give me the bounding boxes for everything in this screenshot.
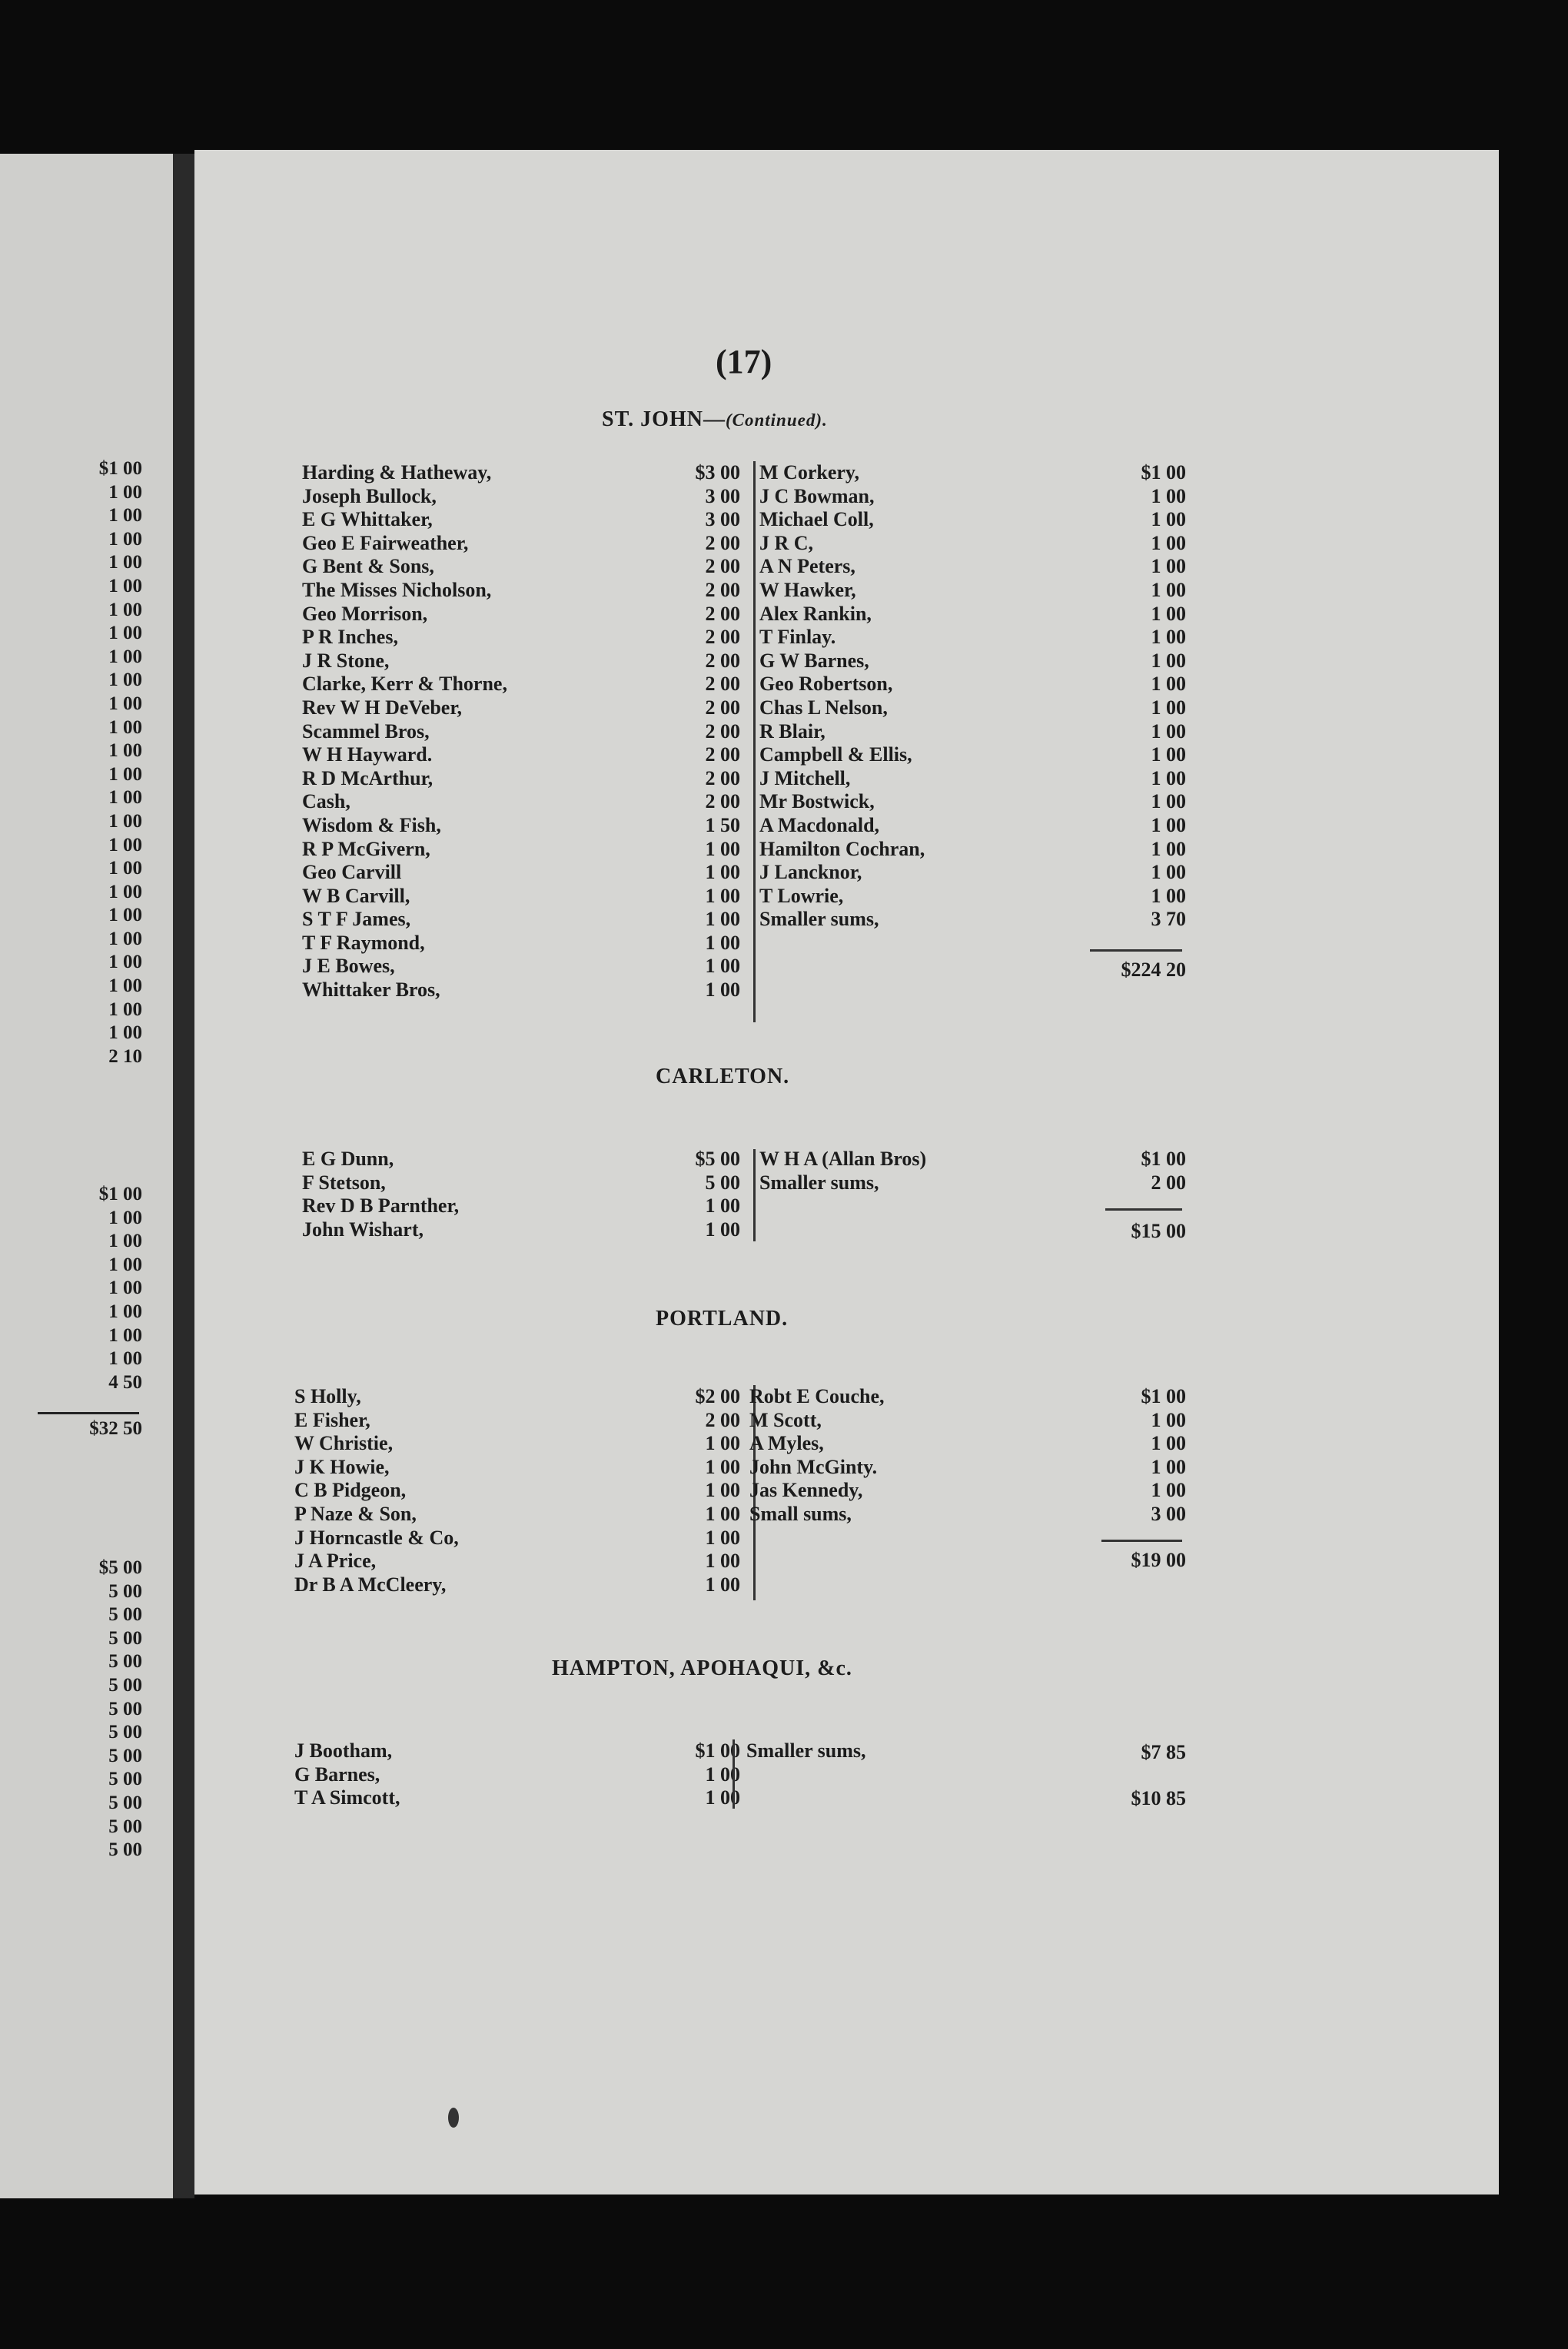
portland-left-names-item: S Holly,	[294, 1385, 361, 1407]
facing-page-column-1-item: 1 00	[108, 975, 142, 997]
carleton-left-names-item: Rev D B Parnther,	[302, 1194, 460, 1218]
facing-page-column-2-item: 1 00	[108, 1207, 142, 1228]
st-john-left-amounts-item: 1 00	[705, 837, 740, 860]
st-john-right-names-item: Alex Rankin,	[759, 602, 872, 625]
portland-right-names-item: Small sums,	[749, 1502, 852, 1525]
facing-page-column-1-item: 2 10	[108, 1045, 142, 1067]
st-john-right-amounts-item: 1 00	[1151, 837, 1186, 860]
st-john-right-amounts-item: 1 00	[1151, 743, 1186, 766]
facing-page-column-1	[27, 457, 142, 1068]
section-heading-st-john-note: (Continued).	[725, 410, 828, 430]
portland-left-amounts-item: 1 00	[705, 1479, 740, 1502]
st-john-right-amounts-item: 1 00	[1151, 578, 1186, 601]
st-john-right-names-item: J C Bowman,	[759, 484, 875, 507]
facing-page-column-1-item: 1 00	[108, 693, 142, 714]
st-john-left-names-item: P R Inches,	[302, 626, 398, 649]
st-john-left-amounts-item: 2 00	[705, 673, 740, 696]
st-john-left-amounts-item: 2 00	[705, 649, 740, 672]
facing-page-column-1-item: 1 00	[108, 787, 142, 809]
facing-page-column-1-item: 1 00	[108, 1022, 142, 1044]
hampton-left-amounts	[640, 1739, 740, 1810]
facing-page-column-2-item: 1 00	[108, 1277, 142, 1299]
st-john-left-names-item: J E Bowes,	[302, 955, 395, 978]
st-john-left-amounts-item: 1 00	[705, 884, 740, 907]
facing-page-column-2-item: 4 50	[108, 1371, 142, 1393]
page	[194, 150, 1499, 2195]
page-number: (17)	[716, 343, 772, 380]
st-john-right-names-item: Smaller sums,	[759, 908, 879, 931]
facing-page-column-1-item: 1 00	[108, 952, 142, 973]
st-john-right-names-item: Mr Bostwick,	[759, 790, 875, 813]
st-john-left-amounts	[640, 461, 740, 1002]
portland-left-names-item: J Horncastle & Co,	[294, 1526, 459, 1549]
st-john-right-names-item: Geo Robertson,	[759, 673, 893, 696]
portland-right-amounts-item: 1 00	[1151, 1455, 1186, 1478]
ink-blot	[448, 2108, 459, 2128]
facing-page-column-3-item: 5 00	[108, 1816, 142, 1837]
st-john-left-names-item: The Misses Nicholson,	[302, 578, 492, 601]
facing-page-column-1-item: 1 00	[108, 505, 142, 527]
st-john-right-names-item: J Mitchell,	[759, 766, 851, 789]
st-john-right-amounts-item: 1 00	[1151, 719, 1186, 743]
facing-page-column-3-item: 5 00	[108, 1627, 142, 1649]
facing-page-column-2	[27, 1183, 142, 1394]
hampton-right-names	[746, 1739, 992, 1763]
st-john-left-amounts-item: $3 00	[695, 461, 740, 483]
portland-right-names	[749, 1385, 995, 1527]
portland-right-names-item: John McGinty.	[749, 1455, 878, 1478]
portland-right-amounts-item: 1 00	[1151, 1432, 1186, 1455]
carleton-left-names-item: John Wishart,	[302, 1218, 424, 1241]
facing-page-column-1-item: 1 00	[108, 716, 142, 738]
facing-page-column-2-item: $1 00	[98, 1184, 142, 1204]
carleton-left-names-item: E G Dunn,	[302, 1148, 394, 1170]
portland-right-amounts-item: 1 00	[1151, 1408, 1186, 1431]
portland-left-amounts	[640, 1385, 740, 1596]
st-john-right-names-item: Michael Coll,	[759, 508, 874, 531]
hampton-right-amounts-item: $7 85	[1141, 1741, 1186, 1763]
st-john-right-amounts-item: $1 00	[1141, 461, 1186, 483]
hampton-left-names-item: T A Simcott,	[294, 1786, 400, 1809]
facing-page-column-1-item: 1 00	[108, 905, 142, 926]
st-john-right-amounts-item: 1 00	[1151, 626, 1186, 649]
st-john-right-names-item: T Lowrie,	[759, 884, 844, 907]
facing-page-column-3-item: 5 00	[108, 1745, 142, 1766]
st-john-left-amounts-item: 2 00	[705, 766, 740, 789]
st-john-left-names-item: R P McGivern,	[302, 837, 430, 860]
st-john-left-names-item: R D McArthur,	[302, 766, 434, 789]
st-john-right-names-item: A Macdonald,	[759, 813, 880, 836]
section-heading-st-john	[602, 407, 828, 432]
st-john-right-amounts-item: 1 00	[1151, 531, 1186, 554]
st-john-left-names-item: Joseph Bullock,	[302, 484, 437, 507]
portland-right-amounts-item: 1 00	[1151, 1479, 1186, 1502]
st-john-right-names-item: G W Barnes,	[759, 649, 869, 672]
st-john-right-amounts-item: 1 00	[1151, 673, 1186, 696]
facing-page-column-3-item: 5 00	[108, 1722, 142, 1743]
portland-left-names-item: J K Howie,	[294, 1455, 390, 1478]
facing-page-column-1-item: 1 00	[108, 575, 142, 596]
facing-page-column-3-item: 5 00	[108, 1839, 142, 1861]
carleton-left-names	[302, 1148, 548, 1241]
hampton-right-names-item: Smaller sums,	[746, 1739, 866, 1762]
facing-page-column-3-item: 5 00	[108, 1769, 142, 1790]
st-john-right-names-item: Campbell & Ellis,	[759, 743, 912, 766]
facing-page-column-1-item: 1 00	[108, 481, 142, 503]
facing-page-column-1-item: 1 00	[108, 740, 142, 762]
carleton-left-amounts-item: 1 00	[705, 1218, 740, 1241]
facing-page-column-2-item: 1 00	[108, 1348, 142, 1370]
st-john-right-names-item: M Corkery,	[759, 461, 859, 483]
hampton-left-amounts-item: $1 00	[695, 1739, 740, 1762]
facing-page-column-3	[27, 1557, 142, 1862]
st-john-right-names-item: Hamilton Cochran,	[759, 837, 925, 860]
st-john-left-amounts-item: 2 00	[705, 696, 740, 719]
portland-right-names-item: Robt E Couche,	[749, 1385, 885, 1407]
st-john-left-amounts-item: 1 50	[705, 813, 740, 836]
portland-left-amounts-item: 1 00	[705, 1526, 740, 1549]
carleton-left-amounts	[640, 1148, 740, 1241]
facing-page-column-3-item: 5 00	[108, 1674, 142, 1696]
hampton-left-names-item: G Barnes,	[294, 1763, 380, 1786]
st-john-left-amounts-item: 2 00	[705, 626, 740, 649]
section-heading-portland: PORTLAND.	[656, 1307, 789, 1331]
st-john-left-names-item: W B Carvill,	[302, 884, 410, 907]
facing-page-column-1-item: 1 00	[108, 623, 142, 644]
carleton-left-amounts-item: 1 00	[705, 1194, 740, 1218]
portland-right-amounts-item: $1 00	[1141, 1385, 1186, 1407]
st-john-right-names-item: W Hawker,	[759, 578, 856, 601]
facing-page-column-1-item: 1 00	[108, 834, 142, 856]
facing-page-column-1-item: 1 00	[108, 881, 142, 902]
st-john-left-names-item: Cash,	[302, 790, 350, 813]
carleton-right-amounts-item: $1 00	[1141, 1148, 1186, 1170]
st-john-right-amounts-item: 1 00	[1151, 555, 1186, 578]
section-heading-hampton: HAMPTON, APOHAQUI, &c.	[552, 1656, 852, 1680]
st-john-left-names-item: Clarke, Kerr & Thorne,	[302, 673, 507, 696]
facing-page-column-1-item: 1 00	[108, 552, 142, 573]
hampton-column-divider	[733, 1739, 735, 1809]
facing-page-column-1-item: 1 00	[108, 810, 142, 832]
st-john-right-names-item: A N Peters,	[759, 555, 855, 578]
st-john-left-amounts-item: 2 00	[705, 719, 740, 743]
st-john-left-names-item: Whittaker Bros,	[302, 978, 440, 1002]
st-john-right-names	[759, 461, 1005, 932]
carleton-total-rule	[1105, 1208, 1182, 1211]
st-john-left-amounts-item: 2 00	[705, 602, 740, 625]
st-john-right-names-item: J Lancknor,	[759, 861, 862, 884]
facing-page-column-2-item: 1 00	[108, 1301, 142, 1322]
st-john-left-amounts-item: 1 00	[705, 955, 740, 978]
facing-page-column-3-item: 5 00	[108, 1698, 142, 1719]
portland-left-names	[294, 1385, 548, 1596]
portland-left-amounts-item: 1 00	[705, 1432, 740, 1455]
st-john-right-amounts-item: 1 00	[1151, 508, 1186, 531]
portland-right-names-item: M Scott,	[749, 1408, 822, 1431]
facing-page-column-1-item: 1 00	[108, 858, 142, 879]
st-john-total: $224 20	[1121, 959, 1186, 981]
portland-left-names-item: J A Price,	[294, 1550, 377, 1573]
st-john-left-names-item: Scammel Bros,	[302, 719, 430, 743]
st-john-right-amounts-item: 1 00	[1151, 790, 1186, 813]
st-john-left-names-item: J R Stone,	[302, 649, 390, 672]
st-john-right-amounts-item: 1 00	[1151, 813, 1186, 836]
portland-left-amounts-item: 1 00	[705, 1573, 740, 1596]
st-john-left-amounts-item: 1 00	[705, 861, 740, 884]
st-john-left-amounts-item: 2 00	[705, 578, 740, 601]
portland-total: $19 00	[1131, 1549, 1186, 1571]
portland-right-names-item: Jas Kennedy,	[749, 1479, 863, 1502]
portland-left-names-item: E Fisher,	[294, 1408, 370, 1431]
hampton-left-amounts-item: 1 00	[705, 1786, 740, 1809]
facing-page-column-3-item: 5 00	[108, 1792, 142, 1813]
facing-page-column-3-item: 5 00	[108, 1651, 142, 1673]
facing-page	[0, 154, 173, 2198]
carleton-left-names-item: F Stetson,	[302, 1171, 386, 1194]
facing-page-total-rule	[38, 1412, 139, 1414]
portland-left-amounts-item: 1 00	[705, 1550, 740, 1573]
st-john-right-names-item: R Blair,	[759, 719, 826, 743]
portland-right-amounts	[1086, 1385, 1186, 1527]
portland-right-names-item: A Myles,	[749, 1432, 824, 1455]
st-john-left-amounts-item: 2 00	[705, 743, 740, 766]
st-john-column-divider	[753, 461, 756, 1022]
hampton-left-amounts-item: 1 00	[705, 1763, 740, 1786]
st-john-right-amounts-item: 1 00	[1151, 649, 1186, 672]
facing-page-column-1-item: 1 00	[108, 646, 142, 667]
st-john-right-amounts-item: 1 00	[1151, 696, 1186, 719]
st-john-left-amounts-item: 3 00	[705, 484, 740, 507]
hampton-left-names-item: J Bootham,	[294, 1739, 393, 1762]
carleton-column-divider	[753, 1149, 756, 1241]
st-john-right-amounts-item: 1 00	[1151, 861, 1186, 884]
st-john-right-amounts-item: 3 70	[1151, 908, 1186, 931]
facing-page-column-2-item: 1 00	[108, 1231, 142, 1252]
carleton-right-names-item: W H A (Allan Bros)	[759, 1148, 927, 1170]
portland-right-amounts-item: 3 00	[1151, 1502, 1186, 1525]
st-john-left-names-item: Geo Morrison,	[302, 602, 428, 625]
st-john-left-names-item: T F Raymond,	[302, 931, 425, 954]
st-john-left-names-item: Geo Carvill	[302, 861, 402, 884]
book-spine	[173, 154, 194, 2198]
facing-page-total-amount: $32 50	[89, 1418, 142, 1439]
st-john-right-amounts-item: 1 00	[1151, 602, 1186, 625]
portland-left-names-item: W Christie,	[294, 1432, 394, 1455]
st-john-right-amounts	[1086, 461, 1186, 932]
st-john-left-names	[302, 461, 548, 1002]
st-john-right-names-item: T Finlay.	[759, 626, 836, 649]
portland-left-names-item: Dr B A McCleery,	[294, 1573, 447, 1596]
st-john-right-amounts-item: 1 00	[1151, 766, 1186, 789]
st-john-left-names-item: G Bent & Sons,	[302, 555, 434, 578]
hampton-total: $10 85	[1131, 1787, 1186, 1809]
portland-left-names-item: C B Pidgeon,	[294, 1479, 407, 1502]
facing-page-column-1-item: 1 00	[108, 763, 142, 785]
st-john-right-amounts-item: 1 00	[1151, 484, 1186, 507]
st-john-left-names-item: Rev W H DeVeber,	[302, 696, 462, 719]
st-john-left-amounts-item: 1 00	[705, 908, 740, 931]
hampton-right-amounts	[1086, 1741, 1186, 1765]
facing-page-column-1-item: 1 00	[108, 599, 142, 620]
carleton-right-names-item: Smaller sums,	[759, 1171, 879, 1194]
facing-page-column-1-item: 1 00	[108, 998, 142, 1020]
facing-page-column-1-item: 1 00	[108, 928, 142, 949]
st-john-left-amounts-item: 2 00	[705, 790, 740, 813]
st-john-right-amounts-item: 1 00	[1151, 884, 1186, 907]
st-john-left-names-item: Wisdom & Fish,	[302, 813, 441, 836]
carleton-left-amounts-item: 5 00	[705, 1171, 740, 1194]
portland-left-amounts-item: 1 00	[705, 1502, 740, 1525]
st-john-left-amounts-item: 1 00	[705, 978, 740, 1002]
st-john-right-names-item: J R C,	[759, 531, 814, 554]
section-heading-st-john-title: ST. JOHN—	[602, 407, 726, 431]
st-john-left-amounts-item: 2 00	[705, 555, 740, 578]
st-john-total-rule	[1090, 949, 1182, 952]
st-john-left-names-item: S T F James,	[302, 908, 411, 931]
facing-page-column-1-item: 1 00	[108, 528, 142, 550]
facing-page-column-3-item: $5 00	[98, 1557, 142, 1578]
facing-page-column-2-item: 1 00	[108, 1254, 142, 1275]
portland-left-amounts-item: $2 00	[695, 1385, 740, 1407]
carleton-right-amounts-item: 2 00	[1151, 1171, 1186, 1194]
portland-left-amounts-item: 1 00	[705, 1455, 740, 1478]
st-john-left-names-item: E G Whittaker,	[302, 508, 433, 531]
facing-page-column-1-item: $1 00	[98, 458, 142, 479]
st-john-right-names-item: Chas L Nelson,	[759, 696, 888, 719]
section-heading-carleton: CARLETON.	[656, 1065, 790, 1088]
portland-left-amounts-item: 2 00	[705, 1408, 740, 1431]
st-john-left-names-item: W H Hayward.	[302, 743, 433, 766]
portland-total-rule	[1101, 1540, 1182, 1542]
facing-page-column-1-item: 1 00	[108, 669, 142, 691]
portland-left-names-item: P Naze & Son,	[294, 1502, 417, 1525]
hampton-left-names	[294, 1739, 540, 1810]
carleton-right-amounts	[1086, 1148, 1186, 1194]
facing-page-column-3-item: 5 00	[108, 1604, 142, 1626]
st-john-left-names-item: Geo E Fairweather,	[302, 531, 469, 554]
st-john-left-amounts-item: 1 00	[705, 931, 740, 954]
st-john-left-names-item: Harding & Hatheway,	[302, 461, 492, 483]
carleton-total: $15 00	[1131, 1220, 1186, 1242]
st-john-left-amounts-item: 2 00	[705, 531, 740, 554]
facing-page-column-2-item: 1 00	[108, 1324, 142, 1346]
carleton-right-names	[759, 1148, 1005, 1194]
facing-page-total	[27, 1417, 142, 1441]
carleton-left-amounts-item: $5 00	[695, 1148, 740, 1170]
facing-page-column-3-item: 5 00	[108, 1580, 142, 1602]
st-john-left-amounts-item: 3 00	[705, 508, 740, 531]
